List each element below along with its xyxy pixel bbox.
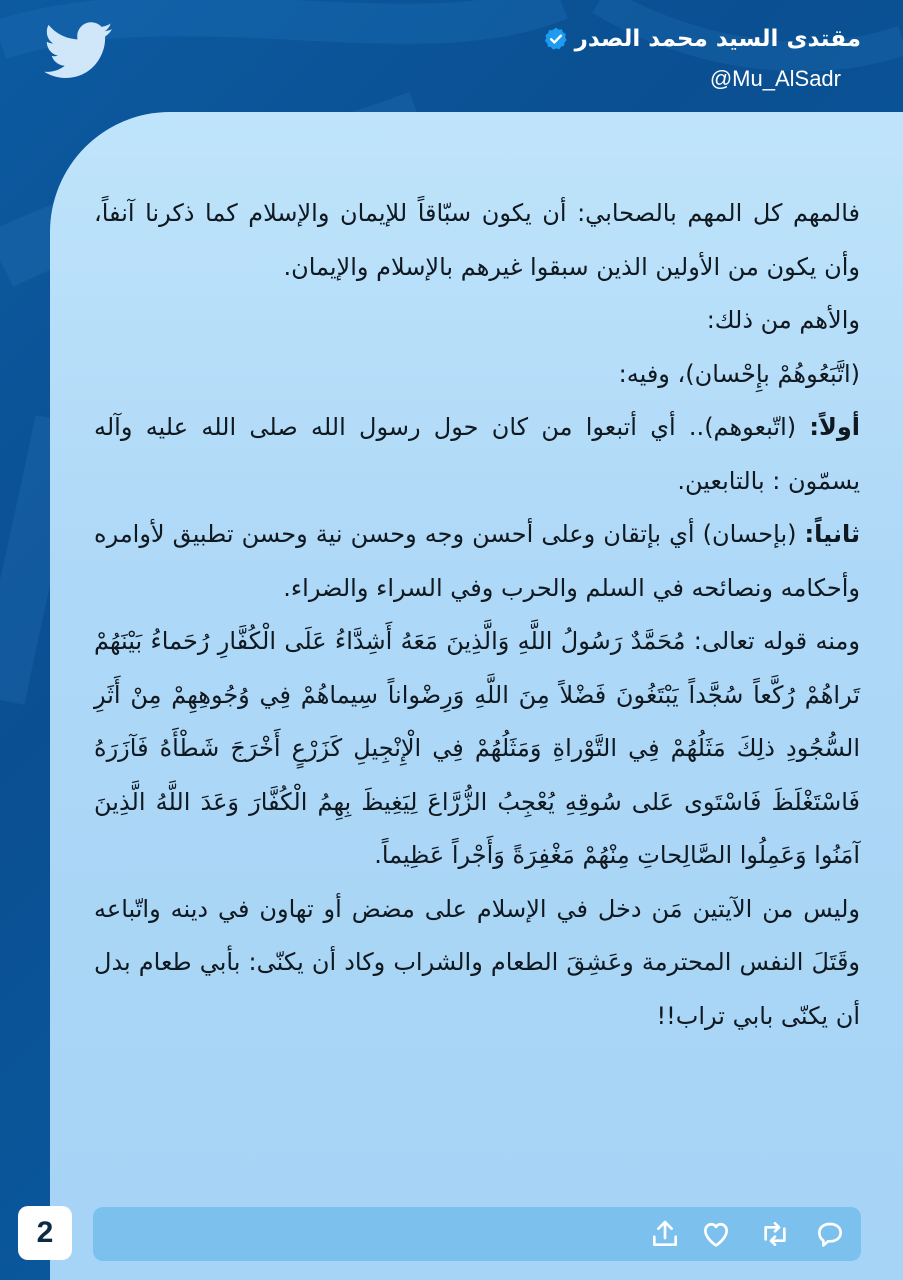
tweet-header <box>0 0 903 120</box>
page-number-badge: 2 <box>18 1206 72 1260</box>
tweet-card <box>50 112 903 1280</box>
account-handle[interactable]: @Mu_AlSadr <box>709 66 841 91</box>
post-paragraph: والأهم من ذلك: <box>706 306 860 334</box>
post-paragraph: وليس من الآيتين مَن دخل في الإسلام على مضض أو تهاون في دينه واتّباعه وقَتَلَ النفس المحترمة وعَشِقَ الطعام والشراب وكاد أن يكنّى: بأبي طعام بدل أن يكنّى بابي تراب!! <box>94 894 860 1030</box>
like-icon[interactable] <box>700 1218 732 1250</box>
post-paragraph: ثانياً: (بإحسان) أي بإتقان وعلى أحسن وجه وحسن نية وحسن تطبيق لأوامره وأحكامه ونصائحه في السلم والحرب وفي السراء والضراء. <box>94 520 860 602</box>
display-name[interactable]: مقتدى السيد محمد الصدر <box>574 26 861 52</box>
post-paragraph: فالمهم كل المهم بالصحابي: أن يكون سبّاقاً للإيمان والإسلام كما ذكرنا آنفاً، وأن يكون من الأولين الذين سبقوا غيرهم بالإسلام والإيمان. <box>94 199 860 281</box>
paragraph-lead: أولاً: <box>809 413 860 441</box>
account-name-row <box>543 26 861 52</box>
action-bar <box>93 1207 861 1261</box>
paragraph-lead: ثانياً: <box>804 520 860 548</box>
post-text <box>94 187 860 1043</box>
verified-badge-icon <box>543 26 569 52</box>
twitter-bird-icon <box>44 22 114 80</box>
share-icon[interactable] <box>649 1218 681 1250</box>
post-paragraph: (اتَّبَعُوهُمْ بإِحْسان)، وفيه: <box>618 359 860 388</box>
post-paragraph: ومنه قوله تعالى: مُحَمَّدٌ رَسُولُ اللَّهِ وَالَّذِينَ مَعَهُ أَشِدَّاءُ عَلَى الْكُفَّارِ رُحَماءُ بَيْنَهُمْ تَراهُمْ رُكَّعاً سُجَّداً يَبْتَغُونَ فَضْلاً مِنَ اللَّهِ وَرِضْواناً سِيماهُمْ فِي وُجُوهِهِمْ مِنْ أَثَرِ السُّجُودِ ذلِكَ مَثَلُهُمْ فِي التَّوْراةِ وَمَثَلُهُمْ فِي الْإِنْجِيلِ كَزَرْعٍ أَخْرَجَ شَطْأَهُ فَآزَرَهُ فَاسْتَغْلَظَ فَاسْتَوى عَلى سُوقِهِ يُعْجِبُ الزُّرَّاعَ لِيَغِيظَ بِهِمُ الْكُفَّارَ وَعَدَ اللَّهُ الَّذِينَ آمَنُوا وَعَمِلُوا الصَّالِحاتِ مِنْهُمْ مَغْفِرَةً وَأَجْراً عَظِيماً. <box>94 627 860 869</box>
post-paragraph: أولاً: (اتّبعوهم).. أي أتبعوا من كان حول رسول الله صلى الله عليه وآله يسمّون : بالتابعين. <box>94 413 860 495</box>
reply-icon[interactable] <box>814 1218 846 1250</box>
retweet-icon[interactable] <box>759 1218 791 1250</box>
